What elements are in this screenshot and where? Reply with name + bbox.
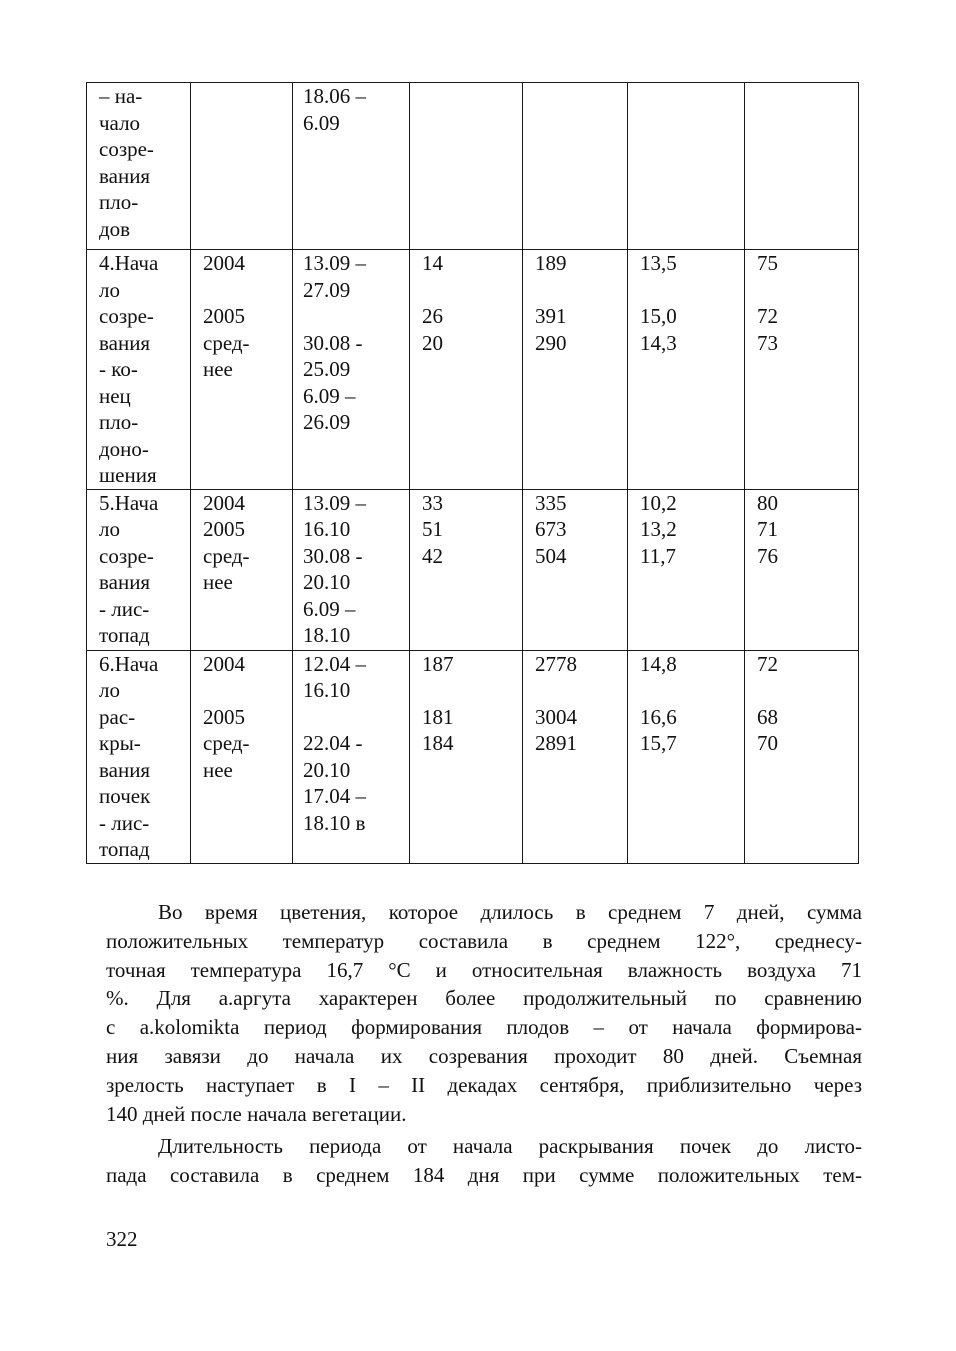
table-row	[87, 83, 859, 250]
text-line: с a.kolomikta период формирования плодов – от начала формирова-	[106, 1015, 862, 1040]
table-cell-dates: 12.04 – 16.10 22.04 - 20.10 17.04 – 18.10 в	[293, 650, 410, 863]
text-line: Во время цветения, которое длилось в среднем 7 дней, сумма	[158, 900, 862, 924]
table-cell-year: 2004 2005 сред- нее	[191, 489, 293, 650]
table-cell-humidity: 80 71 76	[745, 489, 859, 650]
text-line: ния завязи до начала их созревания проходит 80 дней. Съемная	[106, 1043, 862, 1068]
table-cell-stage: – на- чало созре- вания пло- дов	[87, 83, 191, 250]
table-cell-temp-sum: 335 673 504	[523, 489, 628, 650]
text-line: 140 дней после начала вегетации.	[106, 1101, 407, 1126]
table-cell-temp-sum: 189 391 290	[523, 250, 628, 490]
table-row	[87, 250, 859, 490]
phenology-table	[86, 82, 858, 864]
table-cell-temp-sum: 2778 3004 2891	[523, 650, 628, 863]
text-line: зрелость наступает в I – II декадах сентября, приблизительно через	[106, 1072, 862, 1097]
table-cell-stage: 4.Нача ло созре- вания - ко- нец пло- доно- шения	[87, 250, 191, 490]
table-cell-temp-sum	[523, 83, 628, 250]
table-cell-humidity	[745, 83, 859, 250]
table-cell-year	[191, 83, 293, 250]
table-cell-year: 2004 2005 сред- нее	[191, 650, 293, 863]
table-cell-days: 14 26 20	[410, 250, 523, 490]
data-table	[86, 82, 859, 864]
table-cell-days: 33 51 42	[410, 489, 523, 650]
table-row	[87, 650, 859, 863]
table-row	[87, 489, 859, 650]
text-line: точная температура 16,7 °С и относительная влажность воздуха 71	[106, 957, 862, 982]
table-cell-avg-temp	[628, 83, 745, 250]
table-cell-dates: 18.06 – 6.09	[293, 83, 410, 250]
table-cell-days	[410, 83, 523, 250]
page-number: 322	[106, 1227, 138, 1251]
table-cell-humidity: 72 68 70	[745, 650, 859, 863]
body-paragraph-flowering	[106, 898, 862, 1128]
text-line: Длительность периода от начала раскрывания почек до листо-	[158, 1134, 862, 1158]
table-cell-days: 187 181 184	[410, 650, 523, 863]
text-line: %. Для а.аргута характерен более продолжительный по сравнению	[106, 986, 862, 1011]
text-line: положительных температур составила в среднем 122°, среднесу-	[106, 928, 862, 953]
table-cell-dates: 13.09 – 16.10 30.08 - 20.10 6.09 – 18.10	[293, 489, 410, 650]
table-cell-avg-temp: 10,2 13,2 11,7	[628, 489, 745, 650]
text-line: пада составила в среднем 184 дня при сумме положительных тем-	[106, 1162, 862, 1187]
table-cell-stage: 5.Нача ло созре- вания - лис- топад	[87, 489, 191, 650]
table-cell-avg-temp: 14,8 16,6 15,7	[628, 650, 745, 863]
table-cell-stage: 6.Нача ло рас- кры- вания почек - лис- топад	[87, 650, 191, 863]
table-cell-dates: 13.09 – 27.09 30.08 - 25.09 6.09 – 26.09	[293, 250, 410, 490]
table-cell-humidity: 75 72 73	[745, 250, 859, 490]
body-paragraph-duration	[106, 1132, 862, 1190]
table-cell-avg-temp: 13,5 15,0 14,3	[628, 250, 745, 490]
table-cell-year: 2004 2005 сред- нее	[191, 250, 293, 490]
